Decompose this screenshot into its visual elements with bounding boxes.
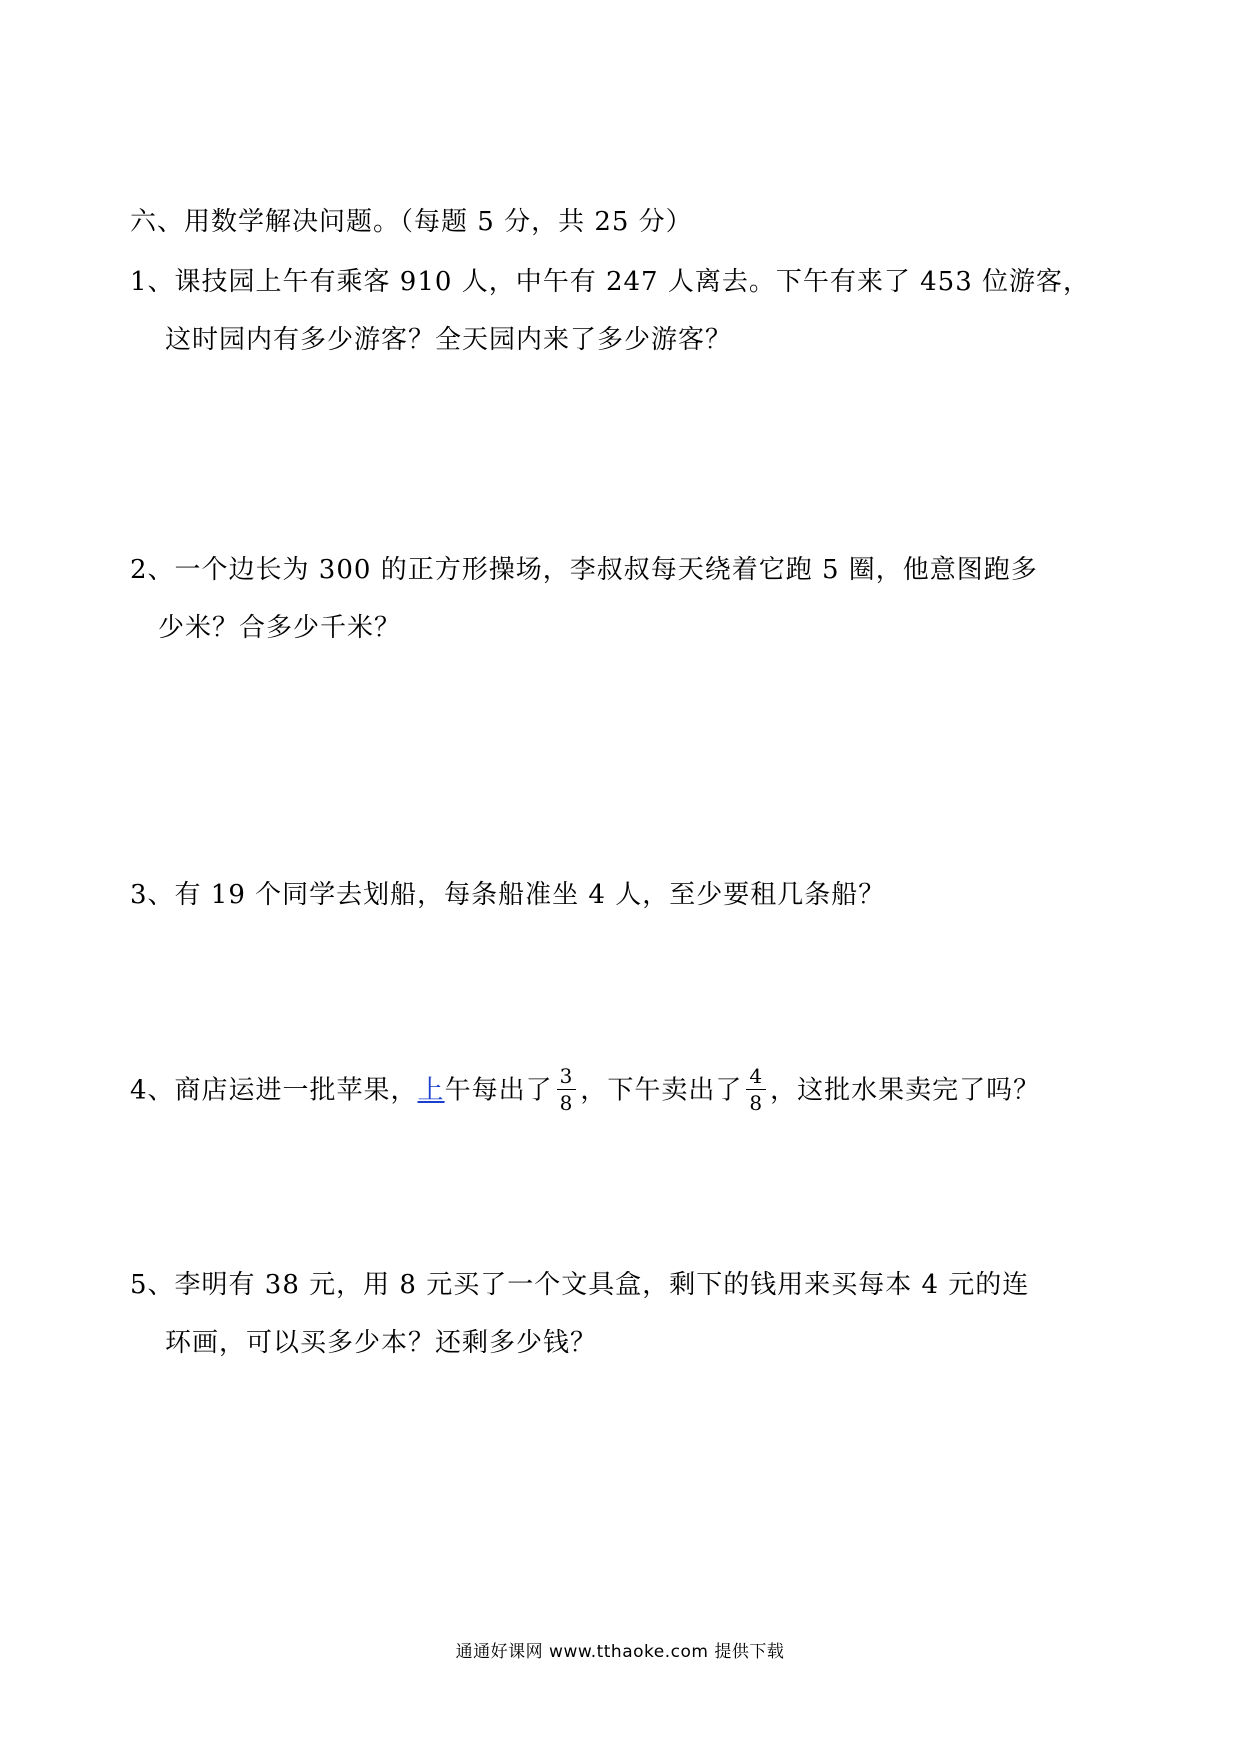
- question-5-line-2: 环画，可以买多少本？还剩多少钱？: [165, 1328, 598, 1358]
- question-4-line-1: [130, 1064, 1041, 1116]
- question-1-line-1: 1、课技园上午有乘客 910 人，中午有 247 人离去。下午有来了 453 位游客，: [130, 267, 1091, 297]
- question-3-line-1: 3、有 19 个同学去划船，每条船准坐 4 人，至少要租几条船？: [130, 880, 886, 910]
- question-2-line-2: 少米？合多少千米？: [158, 613, 402, 643]
- question-4-prefix: 4、商店运进一批苹果，: [130, 1075, 418, 1106]
- question-4-mid-2: ，下午卖出了: [580, 1075, 743, 1106]
- fraction-1-numerator: 3: [557, 1065, 577, 1090]
- question-4-mid-1: 午每出了: [444, 1075, 553, 1106]
- fraction-three-eighths: [557, 1065, 577, 1114]
- question-5-line-1: 5、李明有 38 元，用 8 元买了一个文具盒，剩下的钱用来买每本 4 元的连: [130, 1270, 1030, 1300]
- section-title: 六、用数学解决问题。（每题 5 分，共 25 分）: [130, 207, 693, 237]
- question-4-suffix: ，这批水果卖完了吗？: [770, 1075, 1041, 1106]
- fraction-1-denominator: 8: [559, 1091, 574, 1115]
- fraction-2-numerator: 4: [746, 1065, 766, 1090]
- question-2-line-1: 2、一个边长为 300 的正方形操场，李叔叔每天绕着它跑 5 圈，他意图跑多: [130, 555, 1038, 585]
- question-4-link-text[interactable]: 上: [417, 1075, 445, 1106]
- question-1-line-2: 这时园内有多少游客？全天园内来了多少游客？: [165, 325, 733, 355]
- fraction-2-denominator: 8: [749, 1091, 764, 1115]
- footer-credit: 通通好课网 www.tthaoke.com 提供下载: [455, 1642, 785, 1662]
- fraction-four-eighths: [746, 1065, 766, 1114]
